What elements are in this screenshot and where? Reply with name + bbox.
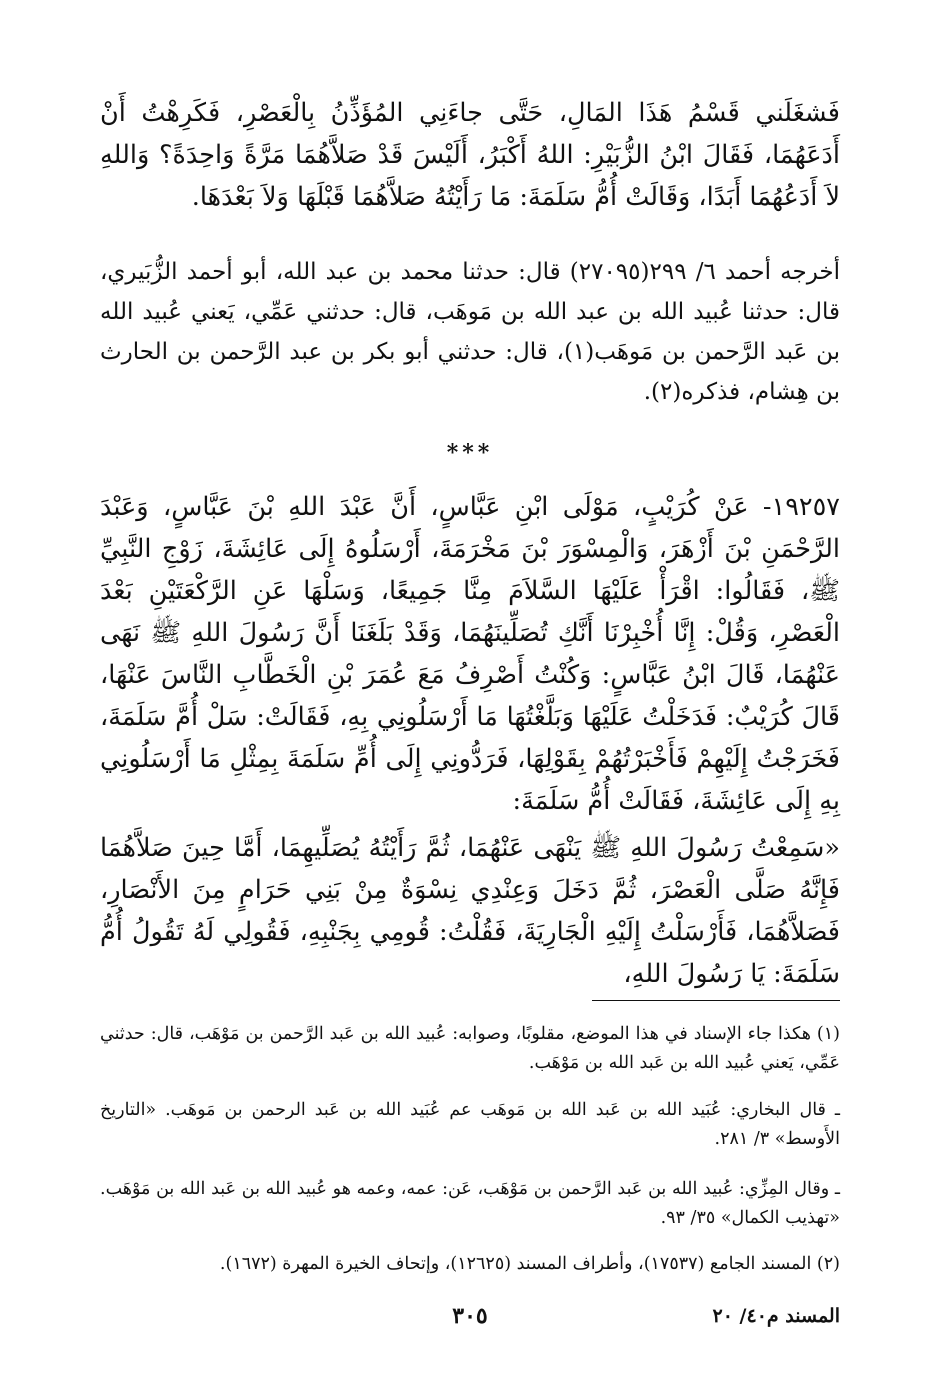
- quote-paragraph: «سَمِعْتُ رَسُولَ اللهِ ﷺ يَنْهَى عَنْهُمَا، ثُمَّ رَأَيْتُهُ يُصَلِّيهِمَا، أَمَّا حِينَ صَلاَّهُمَا فَإِنَّهُ صَلَّى الْعَصْرَ، ثُمَّ دَخَلَ وَعِنْدِي نِسْوَةٌ مِنْ بَنِي حَرَامٍ مِنَ الأَنْصَارِ، فَصَلاَّهُمَا، فَأَرْسَلْتُ إِلَيْهِ الْجَارِيَةَ، فَقُلْتُ: قُومِي بِجَنْبِهِ، فَقُولِي لَهُ تَقُولُ أُمُّ سَلَمَةَ: يَا رَسُولَ اللهِ،: [100, 833, 840, 989]
- footnote-2: (٢) المسند الجامع (١٧٥٣٧)، وأطراف المسند (١٢٦٢٥)، وإتحاف الخيرة المهرة (١٦٧٢).: [219, 1254, 840, 1274]
- volume-reference: المسند م٤٠/ ٢٠: [712, 1305, 840, 1327]
- footnote-1: (١) هكذا جاء الإسناد في هذا الموضع، مقلوبًا، وصوابه: عُبيد الله بن عَبد الرَّحمن بن مَوْهَب، قال: حدثني عَمِّي، يَعني عُبيد الله بن عَبد الله بن مَوْهَب.: [100, 1024, 840, 1073]
- takhrij-paragraph: أخرجه أحمد ٦/ ٢٩٩(٢٧٠٩٥) قال: حدثنا محمد بن عبد الله، أبو أحمد الزُّبَيري، قال: حدثنا عُبيد الله بن عبد الله بن مَوهَب، قال: حدثني عَمِّي، يَعني عُبيد الله بن عَبد الرَّحمن بن مَوهَب(١)، قال: حدثني أبو بكر بن عبد الرَّحمن بن الحارث بن هِشام، فذكره(٢).: [100, 259, 841, 405]
- footnote-1-mizzi: ـ وقال المِزِّي: عُبيد الله بن عَبد الرَّحمن بن مَوْهَب، عَن: عمه، وعمه هو عُبيد الله بن عَبد الله بن مَوْهَب. «تهذيب الكمال» ٣٥/ ٩٣.: [100, 1179, 840, 1228]
- footnote-1-bukhari: ـ قال البخاري: عُبَيد الله بن عَبد الله بن مَوهَب عم عُبَيد الله بن عَبد الرحمن بن مَوهَب. «التاريخ الأَوسط» ٣/ ٢٨١.: [100, 1100, 840, 1149]
- footnote-divider: [592, 1000, 840, 1001]
- hadith-continuation-paragraph: فَشغَلَني قَسْمُ هَذَا المَالِ، حَتَّى جاءَنِي المُؤَذِّنُ بِالْعَصْرِ، فَكَرِهْتُ أَنْ أَدَعَهُمَا، فَقَالَ ابْنُ الزُّبَيْرِ: اللهُ أَكْبَرُ، أَلَيْسَ قَدْ صَلاَّهُمَا مَرَّةً وَاحِدَةً؟ وَاللهِ لاَ أَدَعُهُمَا أَبَدًا، وَقَالَتْ أُمُّ سَلَمَةَ: مَا رَأَيْتُهُ صَلاَّهُمَا قَبْلَهَا وَلاَ بَعْدَهَا.: [100, 98, 840, 212]
- page-number: ٣٠٥: [452, 1303, 488, 1329]
- section-separator: ***: [446, 440, 494, 466]
- hadith-19257-paragraph: ١٩٢٥٧- عَنْ كُرَيْبٍ، مَوْلَى ابْنِ عَبَّاسٍ، أَنَّ عَبْدَ اللهِ بْنَ عَبَّاسٍ، وَعَبْدَ الرَّحْمَنِ بْنَ أَزْهَرَ، وَالْمِسْوَرَ بْنَ مَخْرَمَةَ، أَرْسَلُوهُ إِلَى عَائِشَةَ، زَوْجِ النَّبِيِّ ﷺ، فَقَالُوا: اقْرَأْ عَلَيْهَا السَّلاَمَ مِنَّا جَمِيعًا، وَسَلْهَا عَنِ الرَّكْعَتَيْنِ بَعْدَ الْعَصْرِ، وَقُلْ: إِنَّا أُخْبِرْنَا أَنَّكِ تُصَلِّينَهُمَا، وَقَدْ بَلَغَنَا أَنَّ رَسُولَ اللهِ ﷺ نَهَى عَنْهُمَا، قَالَ ابْنُ عَبَّاسٍ: وَكُنْتُ أَصْرِفُ مَعَ عُمَرَ بْنِ الْخَطَّابِ النَّاسَ عَنْهَا، قَالَ كُرَيْبٌ: فَدَخَلْتُ عَلَيْهَا وَبَلَّغْتُهَا مَا أَرْسَلُونِي بِهِ، فَقَالَتْ: سَلْ أُمَّ سَلَمَةَ، فَخَرَجْتُ إِلَيْهِمْ فَأَخْبَرْتُهُمْ بِقَوْلِهَا، فَرَدُّونِي إِلَى أُمِّ سَلَمَةَ بِمِثْلِ مَا أَرْسَلُونِي بِهِ إِلَى عَائِشَةَ، فَقَالَتْ أُمُّ سَلَمَةَ:: [100, 492, 840, 816]
